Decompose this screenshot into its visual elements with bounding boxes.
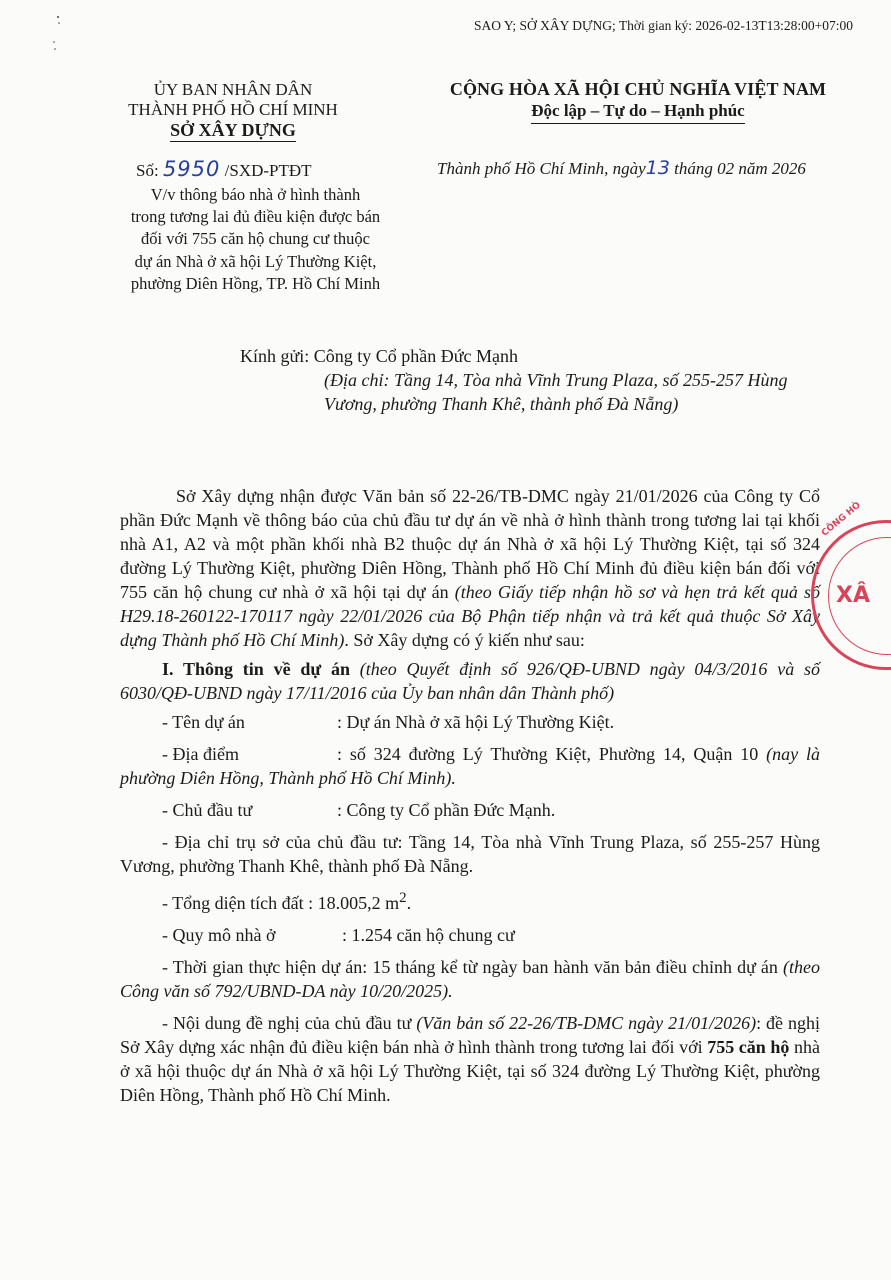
item-value: : Dự án Nhà ở xã hội Lý Thường Kiệt. [337,712,615,732]
item-label: - Quy mô nhà ở [162,925,276,945]
seal-arc-text: CÔNG HÒ [820,500,863,539]
item-value: : 1.254 căn hộ chung cư [342,925,515,945]
document-number [136,157,312,181]
item-value: : Công ty Cổ phần Đức Mạnh. [337,800,556,820]
subject-line: V/v thông báo nhà ở hình thành [150,185,361,204]
subject-line: trong tương lai đủ điều kiện được bán [130,207,381,227]
national-header [418,78,858,124]
item-value-note: (nay là phường Diên Hồng, Thành phố Hồ Chí Minh). [120,744,821,788]
recipient-line: Kính gửi: Công ty Cổ phần Đức Mạnh [240,346,518,366]
date-line [437,157,806,179]
intro-reference: (theo Giấy tiếp nhận hồ sơ và hẹn trả kết quả số H29.18-260122-170117 ngày 22/01/2026 của Bộ Phận tiếp nhận và trả kết quả thuộc Sở Xây dựng Thành phố Hồ Chí Minh) [120,582,821,650]
doc-number-handwritten: 5950 [162,157,221,181]
issuer-line-1: ỦY BAN NHÂN DÂN [153,80,313,99]
issuer-header [98,80,368,142]
recipient-block [240,344,844,416]
section-1-heading [120,657,820,705]
document-body [120,484,820,1115]
national-motto: Độc lập – Tự do – Hạnh phúc [531,100,744,124]
item-project-name [120,710,820,734]
intro-tail: . Sở Xây dựng có ý kiến như sau: [344,630,585,650]
item-text: nhà ở xã hội thuộc dự án Nhà ở xã hội Lý Thường Kiệt, tại số 324 đường Lý Thường Kiệt, phường Diên Hồng, Thành phố Hồ Chí Minh. [120,1037,820,1105]
item-label: - Địa điểm [162,744,239,764]
item-duration [120,955,820,1003]
item-owner-request [120,1011,820,1107]
item-land-area [120,886,820,915]
scan-specks [50,14,70,54]
subject-block [98,184,413,295]
recipient-address: (Địa chỉ: Tầng 14, Tòa nhà Vĩnh Trung Plaza, số 255-257 Hùng Vương, phường Thanh Khê, thành phố Đà Nẵng) [324,370,788,414]
subject-line: phường Diên Hồng, TP. Hồ Chí Minh [130,273,381,293]
item-housing-scale [120,923,820,947]
date-day-handwritten: 13 [645,157,670,179]
item-unit-superscript: 2 [399,890,407,906]
national-title: CỘNG HÒA XÃ HỘI CHỦ NGHĨA VIỆT NAM [449,79,827,99]
item-headquarters: - Địa chỉ trụ sở của chủ đầu tư: Tầng 14, Tòa nhà Vĩnh Trung Plaza, số 255-257 Hùng Vương, phường Thanh Khê, thành phố Đà Nẵng. [120,832,820,876]
issuer-department: SỞ XÂY DỰNG [170,120,296,140]
item-value: : 18.005,2 m [308,893,400,913]
intro-paragraph [120,484,820,652]
item-owner [120,798,820,822]
section-1-reference: (theo Quyết định số 926/QĐ-UBND ngày 04/3/2016 và số 6030/QĐ-UBND ngày 17/11/2016 của Ủy ban nhân dân Thành phố) [120,659,820,703]
section-1-title: I. Thông tin về dự án [162,659,350,679]
item-text: : đề nghị Sở Xây dựng xác nhận đủ điều kiện bán nhà ở hình thành trong tương lai đối với [120,1013,820,1057]
item-highlight: 755 căn hộ [707,1037,790,1057]
item-location [120,742,820,790]
date-prefix: Thành phố Hồ Chí Minh, ngày [437,159,646,178]
doc-number-prefix: Số: [136,161,163,180]
intro-text: Sở Xây dựng nhận được Văn bản số 22-26/TB-DMC ngày 21/01/2026 của Công ty Cổ phần Đức Mạnh về thông báo của chủ đầu tư dự án về nhà ở hình thành trong tương lai tại khối nhà A1, A2 và một phần khối nhà B2 thuộc dự án Nhà ở xã hội Lý Thường Kiệt, tại số 324 đường Lý Thường Kiệt, phường Diên Hồng, Thành phố Hồ Chí Minh đủ điều kiện bán đối với 755 căn hộ chung cư nhà ở xã hội tại dự án [120,486,820,602]
subject-line: dự án Nhà ở xã hội Lý Thường Kiệt, [134,251,377,271]
item-value: : số 324 đường Lý Thường Kiệt, Phường 14, Quận 10 [337,744,767,764]
item-label: - Tổng diện tích đất [162,893,304,913]
issuer-line-2: THÀNH PHỐ HỒ CHÍ MINH [128,100,338,119]
item-value-tail: . [406,893,412,913]
item-label: - Tên dự án [162,712,245,732]
digital-signature-line: SAO Y; SỞ XÂY DỰNG; Thời gian ký: 2026-02-13T13:28:00+07:00 [474,18,853,33]
seal-center-text: XÂ [836,583,870,608]
item-text: - Thời gian thực hiện dự án: 15 tháng kể từ ngày ban hành văn bản điều chỉnh dự án [162,957,784,977]
item-reference: (theo Công văn số 792/UBND-DA này 10/20/2025). [120,957,820,1001]
doc-number-suffix: /SXD-PTĐT [220,161,312,180]
red-seal-stamp [811,500,891,670]
subject-line: đối với 755 căn hộ chung cư thuộc [141,229,370,249]
item-text: - Nội dung đề nghị của chủ đầu tư [162,1013,417,1033]
date-suffix: tháng 02 năm 2026 [669,159,806,178]
item-label: - Chủ đầu tư [162,800,253,820]
item-reference: (Văn bản số 22-26/TB-DMC ngày 21/01/2026) [416,1013,757,1033]
